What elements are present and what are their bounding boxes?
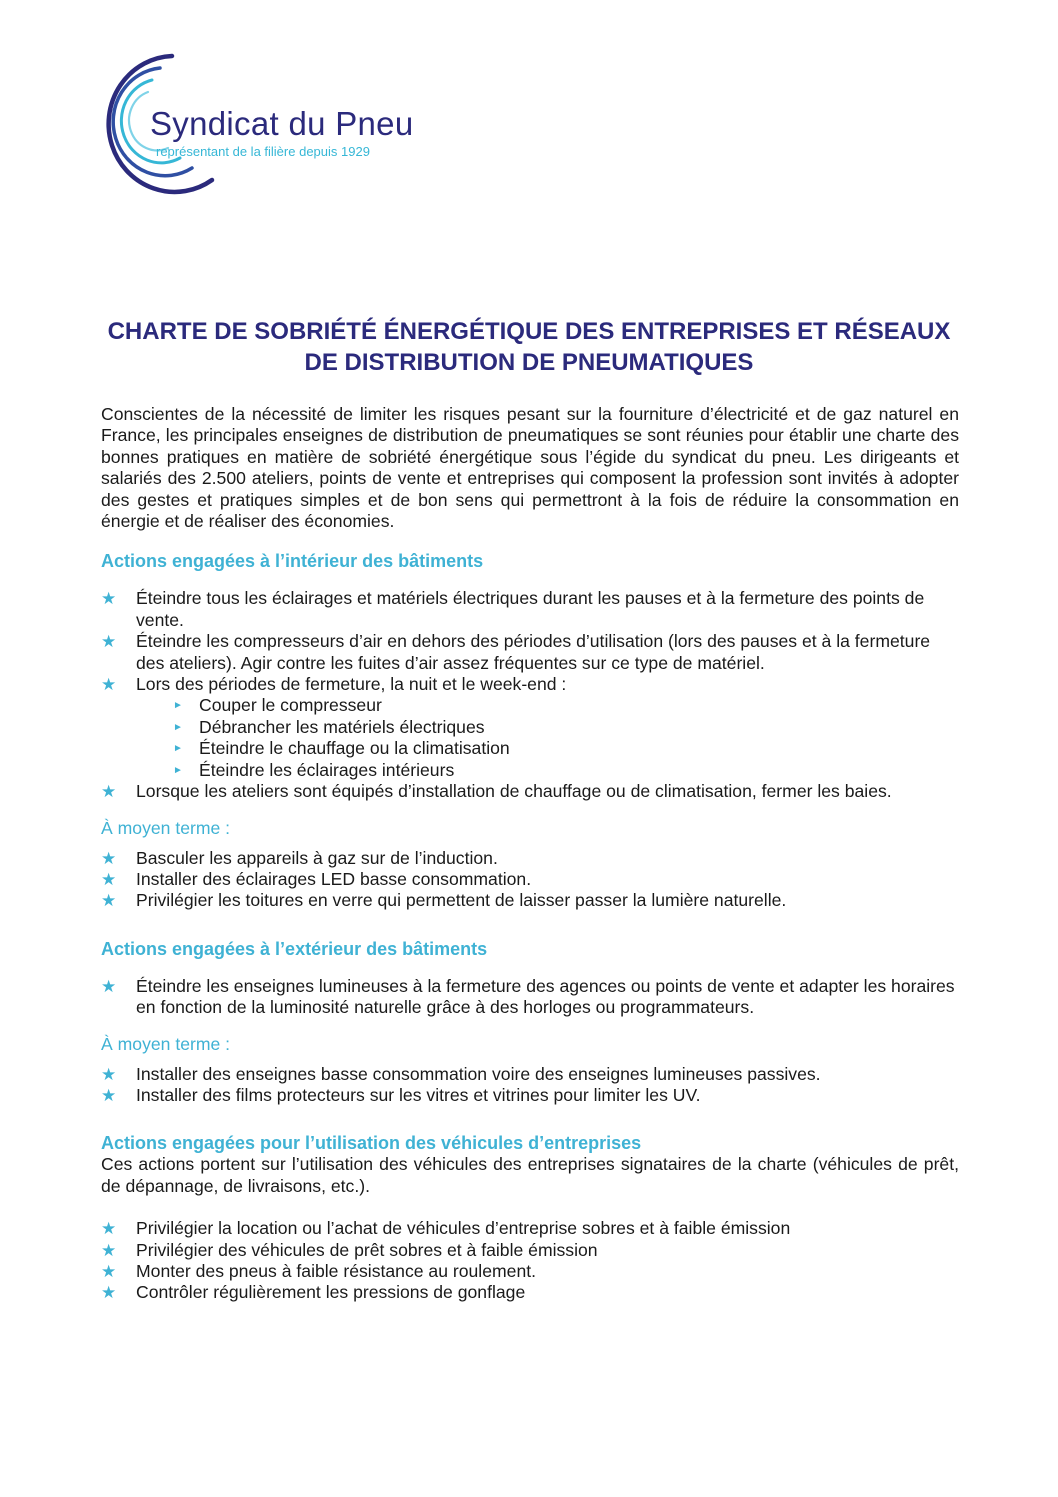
interior-medium-term-list [101, 848, 959, 912]
vehicles-actions-list [101, 1218, 959, 1304]
list-item: ★ Monter des pneus à faible résistance au roulement. [101, 1260, 537, 1281]
intro-paragraph: Conscientes de la nécessité de limiter les risques pesant sur la fourniture d’électricité et de gaz naturel en France, les principales enseignes de distribution de pneumatiques se sont réunies pour établir une charte des bonnes pratiques en matière de sobriété énergétique sous l’égide du syndicat du pneu. Les dirigeants et salariés des 2.500 ateliers, points de vente et entreprises qui composent la profession sont invités à adopter des gestes et pratiques simples et de bon sens qui permettront à la fois de réduire la consommation en énergie et de réaliser des économies. [101, 404, 959, 532]
star-icon: ★ [101, 632, 117, 652]
vehicles-intro-paragraph: Ces actions portent sur l’utilisation des véhicules des entreprises signataires de la charte (véhicules de prêt, de dépannage, de livraisons, etc.). [101, 1154, 959, 1196]
triangle-right-icon: ► [173, 700, 183, 712]
list-item: ★ Contrôler régulièrement les pressions de gonflage [101, 1282, 526, 1303]
interior-actions-list [101, 588, 959, 802]
star-icon: ★ [101, 891, 117, 911]
logo-brand-name: Syndicat du Pneu [150, 105, 414, 142]
section-heading-vehicles: Actions engagées pour l’utilisation des véhicules d’entreprises [101, 1133, 642, 1154]
star-icon: ★ [101, 782, 117, 802]
triangle-right-icon: ► [173, 721, 183, 733]
star-icon: ★ [101, 675, 117, 695]
sub-list-item: ► Éteindre le chauffage ou la climatisation [173, 738, 510, 759]
subheading-medium-term-interior: À moyen terme : [101, 817, 231, 838]
exterior-actions-list [101, 976, 959, 1019]
subheading-medium-term-exterior: À moyen terme : [101, 1033, 231, 1054]
closure-subitems-list [136, 695, 959, 781]
sub-list-item: ► Couper le compresseur [173, 695, 382, 716]
list-item: ★ Privilégier des véhicules de prêt sobres et à faible émission [101, 1239, 598, 1260]
star-icon: ★ [101, 1064, 117, 1084]
list-item: ★ Privilégier la location ou l’achat de véhicules d’entreprise sobres et à faible émission [101, 1218, 791, 1239]
list-item: ★ Privilégier les toitures en verre qui permettent de laisser passer la lumière naturelle. [101, 890, 787, 911]
list-item: ★ Installer des enseignes basse consommation voire des enseignes lumineuses passives. [101, 1063, 821, 1084]
star-icon: ★ [101, 1085, 117, 1105]
star-icon: ★ [101, 589, 117, 609]
section-heading-interior: Actions engagées à l’intérieur des bâtiments [101, 551, 484, 572]
logo-tagline: représentant de la filière depuis 1929 [156, 144, 370, 159]
star-icon: ★ [101, 1283, 117, 1303]
star-icon: ★ [101, 1261, 117, 1281]
list-item: ★ Éteindre les enseignes lumineuses à la fermeture des agences ou points de vente et adapter les horaires en fonction de la luminosité naturelle grâce à des horloges ou programmateurs. [101, 975, 955, 1018]
list-item: ★ Installer des films protecteurs sur les vitres et vitrines pour limiter les UV. [101, 1084, 701, 1105]
star-icon: ★ [101, 869, 117, 889]
sub-list-item: ► Éteindre les éclairages intérieurs [173, 759, 455, 780]
triangle-right-icon: ► [173, 764, 183, 776]
list-item: ★ Lorsque les ateliers sont équipés d’installation de chauffage ou de climatisation, fermer les baies. [101, 781, 892, 802]
star-icon: ★ [101, 848, 117, 868]
list-item: ★ Lors des périodes de fermeture, la nuit et le week-end : ► Couper le compresseur ► Débrancher les matériels électriques ► Éteindre le chauffage ou la climatisation ► Éteindre les éclairages intérieurs [101, 674, 959, 781]
star-icon: ★ [101, 976, 117, 996]
section-heading-exterior: Actions engagées à l’extérieur des bâtiments [101, 938, 488, 959]
exterior-medium-term-list [101, 1064, 959, 1107]
document-body [101, 404, 959, 1304]
triangle-right-icon: ► [173, 743, 183, 755]
list-item: ★ Installer des éclairages LED basse consommation. [101, 868, 532, 889]
star-icon: ★ [101, 1240, 117, 1260]
list-item: ★ Éteindre les compresseurs d’air en dehors des périodes d’utilisation (lors des pauses et à la fermeture des ateliers). Agir contre les fuites d’air assez fréquentes sur ce type de matériel. [101, 631, 931, 673]
star-icon: ★ [101, 1219, 117, 1239]
list-item: ★ Basculer les appareils à gaz sur de l’induction. [101, 847, 498, 868]
document-title: CHARTE DE SOBRIÉTÉ ÉNERGÉTIQUE DES ENTREPRISES ET RÉSEAUX DE DISTRIBUTION DE PNEUMATIQUES [107, 318, 951, 376]
list-item: ★ Éteindre tous les éclairages et matériels électriques durant les pauses et à la fermeture des points de vente. [101, 588, 925, 630]
sub-list-item: ► Débrancher les matériels électriques [173, 716, 485, 737]
syndicat-du-pneu-logo [100, 48, 440, 198]
